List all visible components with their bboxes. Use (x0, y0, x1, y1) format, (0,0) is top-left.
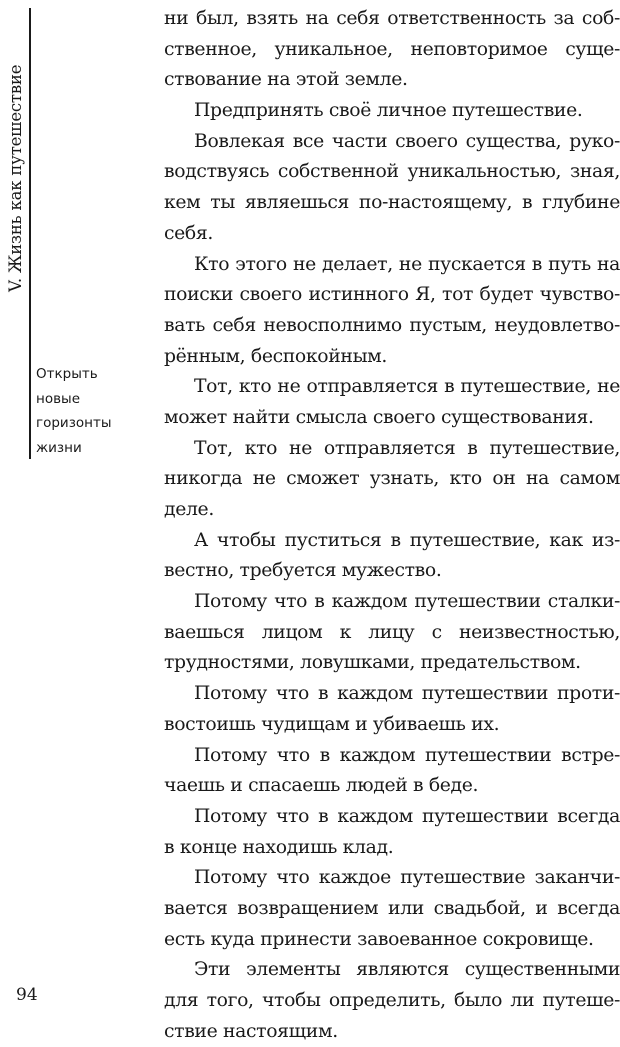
text-line: в конце находишь клад. (164, 836, 394, 858)
text-line: Эти элементы являются существенными (194, 959, 620, 981)
text-line: Предпринять своё личное путешествие. (194, 100, 583, 122)
text-line: ствие настоящим. (164, 1020, 338, 1042)
text-line: ни был, взять на себя ответственность за соб- (164, 8, 620, 29)
text-line: А чтобы пуститься в путешествие, как из- (194, 529, 620, 551)
text-line: кем ты являешься по-настоящему, в глубине (164, 192, 620, 214)
text-line: Вовлекая все части своего существа, руко- (194, 130, 620, 152)
text-line: для того, чтобы определить, было ли путеше- (164, 990, 620, 1011)
text-line: есть куда принести завоеванное сокровище. (164, 928, 594, 950)
text-line: Потому что в каждом путешествии сталки- (194, 591, 620, 613)
text-line: ваешься лицом к лицу с неизвестностью, (164, 621, 620, 643)
text-line: Потому что в каждом путешествии всегда (194, 805, 620, 827)
text-line: деле. (164, 499, 214, 520)
text-line: Тот, кто не отправляется в путешествие, не (194, 376, 620, 398)
text-line: ственное, уникальное, неповторимое суще- (164, 38, 620, 60)
text-line: Тот, кто не отправляется в путешествие, (194, 437, 620, 459)
text-line: Потому что каждое путешествие заканчи- (194, 867, 620, 889)
text-line: вать себя невосполнимо пустым, неудовлетво- (164, 314, 620, 336)
margin-note-line: жизни (36, 439, 82, 456)
margin-note (36, 362, 136, 460)
text-line: Потому что в каждом путешествии встре- (194, 744, 620, 766)
text-line: Потому что в каждом путешествии проти- (194, 683, 620, 705)
text-line: чаешь и спасаешь людей в беде. (164, 775, 479, 797)
text-line: вается возвращением или свадьбой, и всегда (164, 897, 620, 919)
text-line: рённым, беспокойным. (164, 345, 388, 367)
margin-note-line: горизонты (36, 415, 112, 431)
text-line: востоишь чудищам и убиваешь их. (164, 713, 500, 735)
body-text (164, 4, 620, 1047)
text-line: может найти смысла своего существования. (164, 406, 594, 428)
text-line: водствуясь собственной уникальностью, зная, (164, 161, 620, 183)
margin-note-line: Открыть (36, 366, 98, 382)
text-line: трудностями, ловушками, предательством. (164, 652, 581, 674)
margin-note-line: новые (36, 390, 81, 407)
text-line: поиски своего истинного Я, тот будет чувство- (164, 284, 620, 306)
text-line: никогда не сможет узнать, кто он на самом (164, 468, 620, 490)
running-head-rule (29, 8, 31, 459)
running-head-text: V. Жизнь как путешествие (6, 64, 25, 292)
text-line: вестно, требуется мужество. (164, 560, 442, 582)
text-line: себя. (164, 222, 214, 244)
text-line: ствование на этой земле. (164, 69, 408, 91)
text-line: Кто этого не делает, не пускается в путь на (194, 253, 620, 275)
page-number: 94 (16, 985, 38, 1005)
